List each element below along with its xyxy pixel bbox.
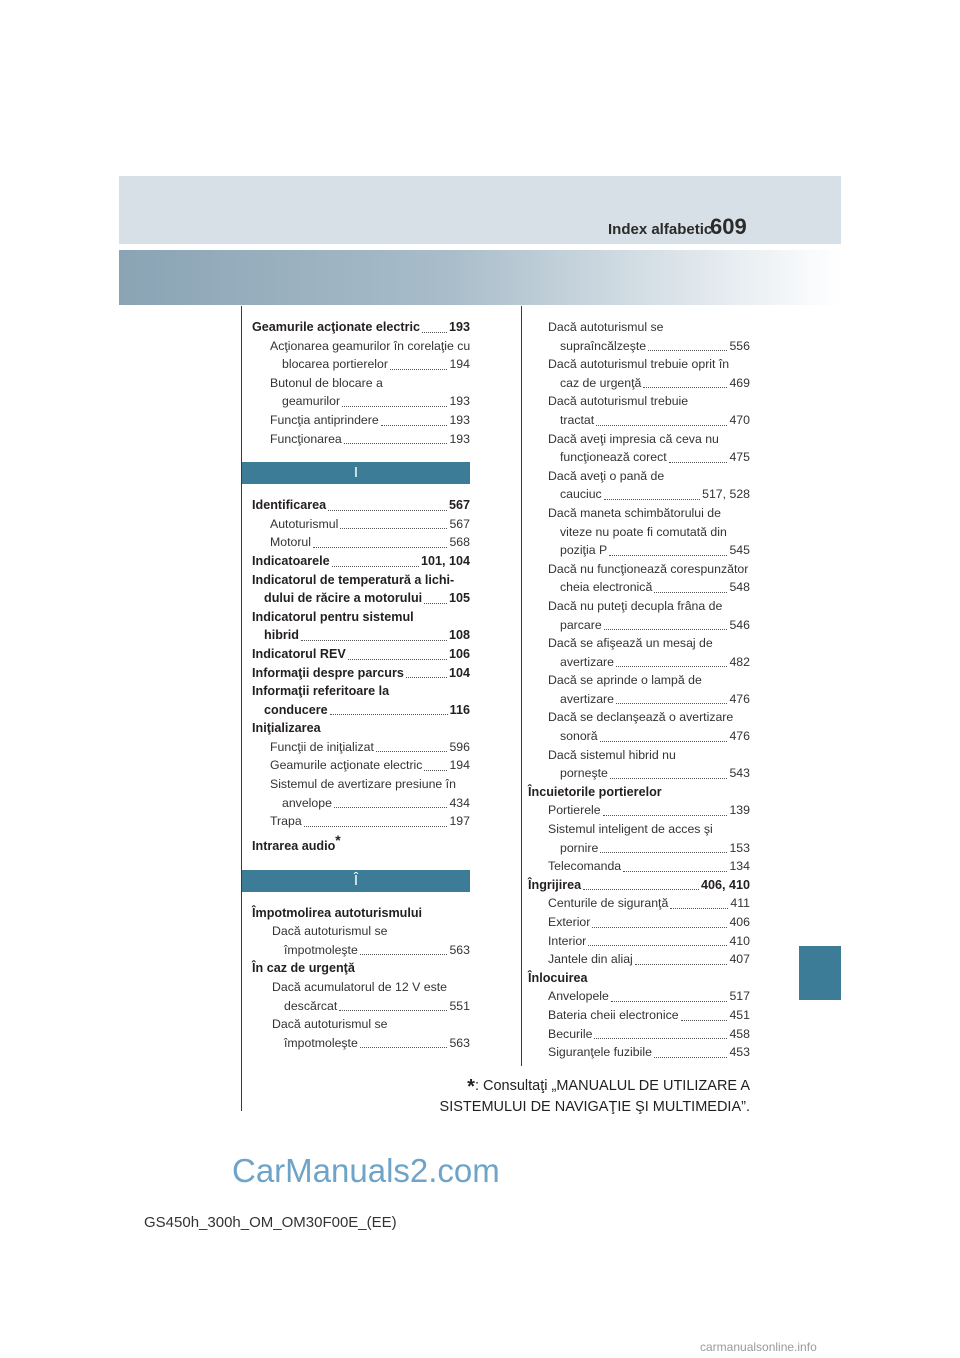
leader-dots	[603, 813, 728, 816]
leader-dots	[334, 805, 448, 808]
index-entry	[252, 794, 470, 813]
entry-label: Îngrijirea	[528, 877, 582, 892]
entry-page: 543	[729, 766, 750, 781]
index-entry	[528, 578, 750, 597]
index-entry	[528, 1025, 750, 1044]
leader-dots	[604, 627, 728, 630]
entry-label: Funcţionarea	[270, 431, 342, 446]
leader-dots	[600, 739, 728, 742]
index-column-left	[252, 318, 470, 1052]
letter-header: I	[242, 462, 470, 484]
index-entry	[252, 533, 470, 552]
index-entry	[252, 318, 470, 337]
index-entry	[252, 515, 470, 534]
index-heading: Înlocuirea	[528, 970, 588, 985]
entry-label: funcţionează corect	[560, 450, 667, 465]
leader-dots	[344, 441, 448, 444]
entry-label: avertizare	[560, 654, 614, 669]
entry-label: descărcat	[284, 998, 338, 1013]
leader-dots	[623, 869, 727, 872]
leader-dots	[304, 824, 448, 827]
entry-label: Portierele	[548, 803, 601, 818]
leader-dots	[330, 712, 448, 715]
leader-dots	[342, 404, 447, 407]
entry-page: 545	[729, 543, 750, 558]
footnote-line-2: SISTEMULUI DE NAVIGAŢIE ŞI MULTIMEDIA”.	[439, 1099, 750, 1115]
model-code: GS450h_300h_OM_OM30F00E_(EE)	[144, 1214, 397, 1231]
index-column-right	[528, 318, 750, 1062]
index-entry	[252, 645, 470, 664]
entry-page: 482	[729, 654, 750, 669]
entry-label: Funcţia antiprindere	[270, 412, 379, 427]
index-entry	[252, 430, 470, 449]
entry-label-line: Indicatorul de temperatură a lichi-	[252, 572, 455, 587]
index-entry	[252, 756, 470, 775]
entry-label: Identificarea	[252, 498, 327, 513]
entry-label-line: Dacă autoturismul se	[548, 320, 664, 334]
asterisk-mark: *	[335, 831, 341, 848]
entry-label: Informaţii despre parcurs	[252, 665, 404, 680]
entry-page: 451	[729, 1007, 750, 1022]
index-heading: Încuietorile portierelor	[528, 784, 662, 799]
entry-label-line: Dacă nu puteţi decupla frâna de	[548, 598, 723, 613]
entry-page: 108	[448, 628, 470, 643]
leader-dots	[681, 1018, 728, 1021]
index-entry	[528, 950, 750, 969]
index-entry	[528, 1043, 750, 1062]
entry-page: 567	[448, 498, 470, 513]
entry-label-line: Dacă autoturismul trebuie	[548, 394, 689, 409]
entry-label-line: Dacă autoturismul trebuie oprit în	[548, 357, 730, 372]
index-heading: Împotmolirea autoturismului	[252, 905, 423, 920]
leader-dots	[611, 999, 728, 1002]
index-entry	[252, 552, 470, 571]
index-entry	[528, 801, 750, 820]
index-entry	[252, 812, 470, 831]
leader-dots	[332, 564, 419, 567]
entry-label: Exterior	[548, 915, 591, 929]
entry-page: 563	[449, 942, 470, 957]
entry-page: 411	[730, 896, 750, 911]
index-entry	[252, 496, 470, 515]
entry-label-line: Indicatorul pentru sistemul	[252, 609, 414, 624]
entry-label: Geamurile acţionate electric	[270, 758, 423, 773]
entry-label-line: Acţionarea geamurilor în corelaţie cu	[270, 338, 471, 353]
entry-label-line: Dacă se aprinde o lampă de	[548, 673, 702, 688]
entry-label: Funcţii de iniţializat	[270, 739, 374, 754]
leader-dots	[648, 348, 727, 351]
leader-dots	[604, 497, 700, 500]
entry-page: 596	[449, 739, 470, 754]
entry-label-line: Dacă acumulatorul de 12 V este	[272, 980, 447, 994]
index-entry	[528, 616, 750, 635]
entry-label: cauciuc	[560, 487, 602, 502]
leader-dots	[390, 367, 448, 370]
leader-dots	[381, 423, 448, 426]
leader-dots	[339, 1008, 447, 1011]
entry-page: 517, 528	[702, 487, 750, 502]
index-entry	[528, 485, 750, 504]
entry-label-line: Dacă nu funcţionează corespunzător	[548, 561, 749, 576]
entry-page: 101, 104	[420, 553, 470, 568]
entry-page: 193	[449, 431, 470, 446]
entry-page: 106	[448, 646, 470, 661]
index-entry	[252, 997, 470, 1016]
entry-label: Becurile	[548, 1026, 593, 1041]
leader-dots	[592, 925, 727, 928]
index-entry	[252, 738, 470, 757]
entry-page: 476	[729, 691, 750, 706]
entry-label: porneşte	[560, 766, 608, 781]
leader-dots	[406, 675, 447, 678]
entry-page: 469	[729, 375, 750, 390]
entry-page: 406	[729, 915, 750, 929]
entry-label: anvelope	[282, 795, 332, 810]
entry-page: 134	[729, 859, 750, 874]
index-entry	[528, 653, 750, 672]
entry-label: împotmoleşte	[284, 942, 358, 957]
entry-label: poziţia P	[560, 543, 608, 558]
entry-page: 470	[729, 412, 750, 427]
entry-page: 194	[449, 357, 470, 372]
index-heading: Intrarea audio*	[252, 831, 341, 854]
entry-label: Interior	[548, 933, 587, 948]
entry-page: 551	[449, 998, 470, 1013]
entry-label: hibrid	[264, 628, 299, 643]
entry-label: Anvelopele	[548, 989, 609, 1004]
index-heading: Iniţializarea	[252, 721, 321, 736]
index-entry	[528, 764, 750, 783]
leader-dots	[610, 776, 728, 779]
index-entry	[528, 337, 750, 356]
index-entry	[528, 1006, 750, 1025]
leader-dots	[588, 943, 727, 946]
entry-label: Indicatorul REV	[252, 646, 346, 661]
entry-page: 453	[729, 1045, 750, 1060]
entry-label-line: Dacă maneta schimbătorului de	[548, 505, 721, 520]
leader-dots	[424, 768, 447, 771]
leader-dots	[360, 952, 448, 955]
entry-label: conducere	[264, 702, 328, 717]
entry-label-line: Butonul de blocare a	[270, 375, 383, 390]
index-entry	[252, 626, 470, 645]
index-entry	[528, 690, 750, 709]
header-gradient-band	[119, 250, 841, 305]
entry-page: 568	[449, 535, 470, 550]
index-entry	[528, 913, 750, 932]
index-entry	[528, 932, 750, 951]
entry-page: 104	[448, 665, 470, 680]
entry-page: 410	[729, 933, 750, 948]
entry-label: Telecomanda	[548, 859, 622, 874]
entry-page: 105	[448, 591, 470, 606]
entry-page: 197	[449, 814, 470, 829]
index-entry	[252, 701, 470, 720]
entry-label-line: Dacă se declanşează o avertizare	[548, 710, 734, 725]
center-column-divider	[521, 306, 522, 1066]
entry-label: cheia electronică	[560, 580, 653, 595]
entry-page: 193	[449, 412, 470, 427]
entry-label: Bateria cheii electronice	[548, 1007, 679, 1022]
leader-dots	[596, 423, 727, 426]
watermark-logo[interactable]: CarManuals2.com	[232, 1152, 500, 1189]
entry-page: 563	[449, 1035, 470, 1050]
index-entry	[528, 411, 750, 430]
entry-page: 567	[449, 516, 470, 531]
entry-page: 407	[729, 952, 750, 967]
entry-label-line: Dacă autoturismul se	[272, 924, 388, 939]
leader-dots	[594, 1036, 727, 1039]
entry-label-line: Dacă se afişează un mesaj de	[548, 636, 713, 651]
entry-label-line: viteze nu poate fi comutată din	[560, 524, 727, 539]
left-column-divider	[241, 306, 242, 1111]
letter-header: Î	[242, 870, 470, 892]
entry-label-line: Sistemul inteligent de acces şi	[548, 822, 713, 837]
entry-label: împotmoleşte	[284, 1035, 358, 1050]
entry-label: sonoră	[560, 729, 598, 744]
index-entry	[252, 589, 470, 608]
leader-dots	[670, 906, 728, 909]
footnote-star: *	[467, 1076, 475, 1098]
leader-dots	[376, 749, 448, 752]
entry-label: Indicatoarele	[252, 553, 330, 568]
index-entry	[528, 541, 750, 560]
index-entry	[252, 664, 470, 683]
entry-label-line: Dacă autoturismul se	[272, 1017, 388, 1032]
entry-label: blocarea portierelor	[282, 357, 388, 372]
entry-label: avertizare	[560, 691, 614, 706]
leader-dots	[313, 545, 447, 548]
entry-label: Motorul	[270, 535, 312, 550]
entry-page: 193	[448, 320, 470, 334]
index-entry	[528, 374, 750, 393]
leader-dots	[669, 460, 728, 463]
entry-label: supraîncălzeşte	[560, 338, 647, 353]
leader-dots	[424, 601, 447, 604]
entry-page: 546	[729, 617, 750, 632]
entry-page: 475	[729, 450, 750, 465]
index-heading: În caz de urgenţă	[252, 961, 355, 976]
entry-page: 194	[449, 758, 470, 773]
leader-dots	[348, 657, 447, 660]
entry-page: 153	[729, 840, 750, 855]
page-number: 609	[710, 214, 747, 239]
footnote-line-1: : Consultaţi „MANUALUL DE UTILIZARE A	[474, 1078, 750, 1094]
entry-page: 406, 410	[700, 877, 750, 892]
entry-label: parcare	[560, 617, 602, 632]
leader-dots	[616, 701, 727, 704]
index-entry	[252, 1034, 470, 1053]
leader-dots	[654, 1055, 728, 1058]
footnote	[420, 1076, 750, 1117]
index-entry	[528, 987, 750, 1006]
entry-label: caz de urgenţă	[560, 375, 642, 390]
entry-label: tractat	[560, 412, 595, 427]
leader-dots	[340, 526, 447, 529]
index-entry	[528, 857, 750, 876]
leader-dots	[328, 508, 447, 511]
leader-dots	[583, 887, 699, 890]
index-entry	[252, 411, 470, 430]
entry-page: 116	[449, 702, 470, 717]
leader-dots	[301, 638, 447, 641]
entry-label-line: Dacă aveţi o pană de	[548, 468, 665, 483]
entry-page: 458	[729, 1026, 750, 1041]
leader-dots	[360, 1045, 448, 1048]
section-side-tab	[799, 946, 841, 1000]
entry-label: Centurile de siguranţă	[548, 896, 669, 911]
entry-label-line: Sistemul de avertizare presiune în	[270, 777, 456, 792]
index-entry	[528, 876, 750, 895]
entry-page: 193	[449, 394, 470, 409]
entry-label: Siguranţele fuzibile	[548, 1045, 652, 1060]
leader-dots	[600, 850, 727, 853]
entry-label: Autoturismul	[270, 516, 339, 531]
leader-dots	[635, 962, 728, 965]
entry-label: geamurilor	[282, 394, 341, 409]
bottom-watermark: carmanualsonline.info	[700, 1340, 817, 1354]
index-entry	[252, 941, 470, 960]
entry-page: 476	[729, 729, 750, 744]
index-entry	[528, 894, 750, 913]
entry-label-line: Dacă sistemul hibrid nu	[548, 747, 676, 762]
entry-label: dului de răcire a motorului	[264, 591, 423, 606]
leader-dots	[654, 590, 727, 593]
leader-dots	[422, 330, 447, 333]
index-entry	[528, 839, 750, 858]
entry-label-line: Informaţii referitoare la	[252, 684, 390, 699]
entry-label: Trapa	[270, 814, 302, 829]
entry-label: Geamurile acţionate electric	[252, 320, 420, 334]
leader-dots	[609, 553, 727, 556]
index-entry	[252, 355, 470, 374]
index-entry	[528, 448, 750, 467]
index-entry	[528, 727, 750, 746]
entry-page: 434	[449, 795, 470, 810]
entry-page: 548	[729, 580, 750, 595]
entry-page: 556	[729, 338, 750, 353]
index-entry	[252, 392, 470, 411]
entry-label-line: Dacă aveţi impresia că ceva nu	[548, 431, 719, 446]
entry-label: Jantele din aliaj	[548, 952, 633, 967]
page-title: Index alfabetic	[608, 221, 713, 238]
leader-dots	[616, 664, 727, 667]
entry-label: pornire	[560, 840, 599, 855]
entry-page: 139	[729, 803, 750, 818]
leader-dots	[643, 385, 727, 388]
entry-page: 517	[729, 989, 750, 1004]
